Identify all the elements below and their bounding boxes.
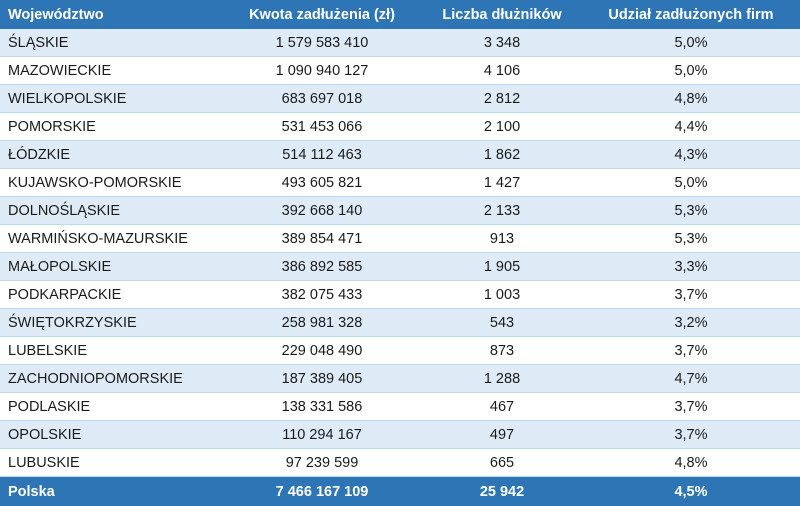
cell-debtors: 1 427 (422, 169, 582, 197)
column-header-region[interactable]: Województwo (0, 0, 222, 29)
cell-share: 5,3% (582, 225, 800, 253)
cell-share: 5,0% (582, 29, 800, 57)
cell-debtors: 2 100 (422, 113, 582, 141)
cell-debtors: 873 (422, 337, 582, 365)
cell-debtors: 543 (422, 309, 582, 337)
cell-share: 3,2% (582, 309, 800, 337)
cell-debtors: 1 862 (422, 141, 582, 169)
cell-share: 4,8% (582, 85, 800, 113)
cell-share: 3,7% (582, 281, 800, 309)
cell-share: 4,7% (582, 365, 800, 393)
total-share: 4,5% (582, 477, 800, 506)
cell-share: 5,0% (582, 169, 800, 197)
table-footer (0, 477, 800, 506)
cell-debtors: 497 (422, 421, 582, 449)
cell-region: ŁÓDZKIE (0, 141, 222, 169)
table-row (0, 169, 800, 197)
total-row (0, 477, 800, 506)
table-row (0, 449, 800, 477)
cell-region: ŚLĄSKIE (0, 29, 222, 57)
cell-debtors: 3 348 (422, 29, 582, 57)
cell-region: MAZOWIECKIE (0, 57, 222, 85)
table-row (0, 113, 800, 141)
cell-amount: 531 453 066 (222, 113, 422, 141)
cell-share: 3,7% (582, 393, 800, 421)
cell-share: 5,3% (582, 197, 800, 225)
cell-region: PODKARPACKIE (0, 281, 222, 309)
table-row (0, 253, 800, 281)
cell-region: WIELKOPOLSKIE (0, 85, 222, 113)
cell-amount: 389 854 471 (222, 225, 422, 253)
table-row (0, 225, 800, 253)
table-header-row (0, 0, 800, 29)
cell-amount: 110 294 167 (222, 421, 422, 449)
cell-debtors: 1 288 (422, 365, 582, 393)
cell-share: 3,7% (582, 421, 800, 449)
table-row (0, 365, 800, 393)
cell-region: POMORSKIE (0, 113, 222, 141)
total-label: Polska (0, 477, 222, 506)
cell-share: 5,0% (582, 57, 800, 85)
cell-amount: 493 605 821 (222, 169, 422, 197)
total-amount: 7 466 167 109 (222, 477, 422, 506)
cell-debtors: 913 (422, 225, 582, 253)
cell-region: LUBELSKIE (0, 337, 222, 365)
table-row (0, 197, 800, 225)
cell-share: 4,4% (582, 113, 800, 141)
cell-region: ZACHODNIOPOMORSKIE (0, 365, 222, 393)
total-debtors: 25 942 (422, 477, 582, 506)
table-row (0, 393, 800, 421)
cell-share: 4,8% (582, 449, 800, 477)
cell-debtors: 665 (422, 449, 582, 477)
cell-region: OPOLSKIE (0, 421, 222, 449)
column-header-share[interactable]: Udział zadłużonych firm (582, 0, 800, 29)
cell-amount: 392 668 140 (222, 197, 422, 225)
table-row (0, 57, 800, 85)
cell-debtors: 1 905 (422, 253, 582, 281)
cell-region: PODLASKIE (0, 393, 222, 421)
table-row (0, 337, 800, 365)
cell-region: KUJAWSKO-POMORSKIE (0, 169, 222, 197)
cell-amount: 229 048 490 (222, 337, 422, 365)
cell-share: 3,3% (582, 253, 800, 281)
cell-debtors: 2 133 (422, 197, 582, 225)
cell-amount: 1 090 940 127 (222, 57, 422, 85)
cell-amount: 386 892 585 (222, 253, 422, 281)
column-header-amount[interactable]: Kwota zadłużenia (zł) (222, 0, 422, 29)
table-row (0, 421, 800, 449)
table-row (0, 141, 800, 169)
cell-region: WARMIŃSKO-MAZURSKIE (0, 225, 222, 253)
column-header-debtors[interactable]: Liczba dłużników (422, 0, 582, 29)
cell-amount: 138 331 586 (222, 393, 422, 421)
cell-share: 3,7% (582, 337, 800, 365)
cell-amount: 187 389 405 (222, 365, 422, 393)
cell-debtors: 4 106 (422, 57, 582, 85)
cell-amount: 258 981 328 (222, 309, 422, 337)
cell-debtors: 2 812 (422, 85, 582, 113)
cell-share: 4,3% (582, 141, 800, 169)
table-row (0, 309, 800, 337)
cell-amount: 382 075 433 (222, 281, 422, 309)
table-body (0, 29, 800, 477)
cell-amount: 1 579 583 410 (222, 29, 422, 57)
cell-debtors: 467 (422, 393, 582, 421)
table-row (0, 29, 800, 57)
table-row (0, 85, 800, 113)
cell-region: MAŁOPOLSKIE (0, 253, 222, 281)
cell-amount: 514 112 463 (222, 141, 422, 169)
cell-region: LUBUSKIE (0, 449, 222, 477)
cell-amount: 683 697 018 (222, 85, 422, 113)
cell-region: DOLNOŚLĄSKIE (0, 197, 222, 225)
cell-debtors: 1 003 (422, 281, 582, 309)
table-row (0, 281, 800, 309)
cell-amount: 97 239 599 (222, 449, 422, 477)
table-header (0, 0, 800, 29)
cell-region: ŚWIĘTOKRZYSKIE (0, 309, 222, 337)
